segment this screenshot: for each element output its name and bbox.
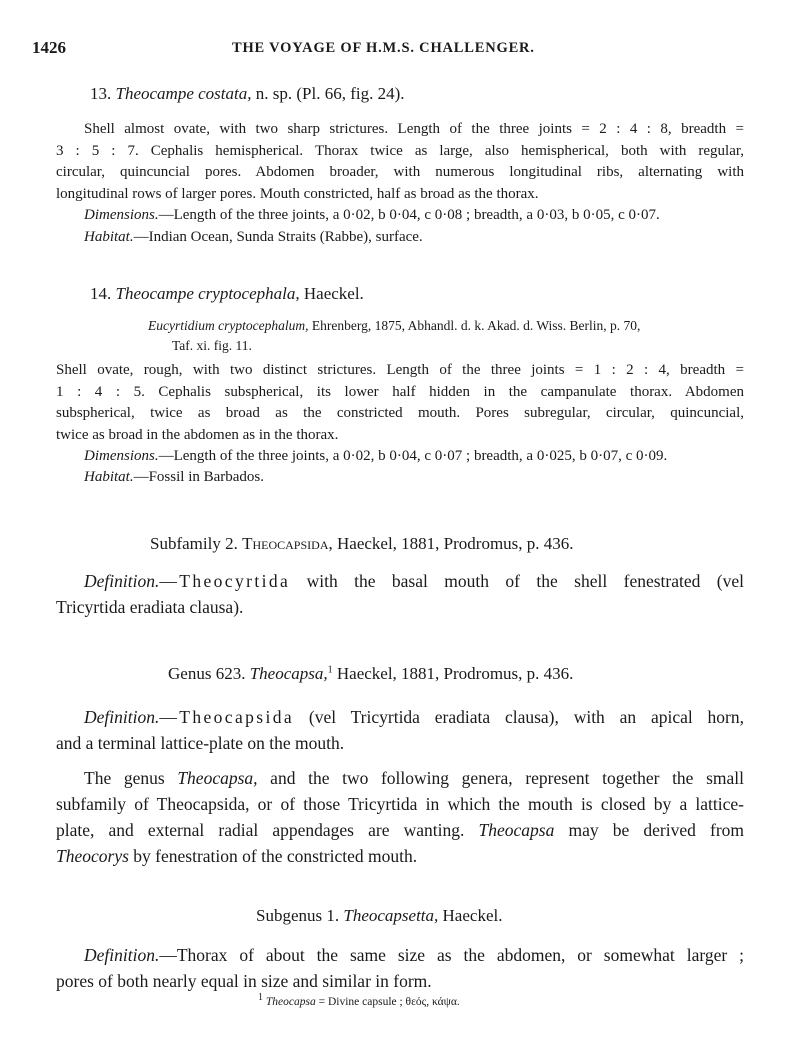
genus-paragraph — [56, 765, 744, 869]
running-title: THE VOYAGE OF H.M.S. CHALLENGER. — [232, 40, 535, 56]
genus-prefix: Genus 623. — [168, 664, 250, 683]
species-13-description — [56, 119, 744, 205]
description-line: Shell almost ovate, with two sharp strictures. Length of the three joints = 2 : 4 : 8, breadth = — [84, 121, 744, 137]
definition-text: (vel Tricyrtida eradiata clausa), with an apical horn, — [294, 707, 744, 727]
subgenus-definition — [56, 942, 744, 994]
subgenus-prefix: Subgenus 1. — [256, 906, 344, 925]
definition-label: Definition. — [84, 707, 160, 727]
taxon-name: Theocapsa, — [177, 768, 258, 788]
definition-line — [56, 568, 744, 594]
definition-label: Definition. — [84, 571, 160, 591]
genus-name: Theocapsa, — [249, 664, 328, 683]
habitat-label: Habitat. — [84, 469, 134, 485]
description-line: 3 : 5 : 7. Cephalis hemispherical. Thorax twice as large, also hemispherical, both with regular, — [56, 142, 744, 159]
habitat-label: Habitat. — [84, 229, 134, 245]
definition-text: —Thorax of about the same size as the abdomen, or somewhat larger ; — [159, 945, 744, 965]
species-14-heading — [90, 284, 364, 304]
synonym-name: Eucyrtidium cryptocephalum, — [148, 318, 309, 333]
genus-rest: Haeckel, 1881, Prodromus, p. 436. — [332, 664, 574, 683]
subfamily-heading — [150, 534, 574, 554]
subfamily-name: Theocapsida, — [242, 534, 333, 553]
definition-line — [56, 704, 744, 730]
genus-definition — [56, 704, 744, 756]
species-14-description — [56, 360, 744, 446]
species-13-heading — [90, 84, 404, 104]
page-number: 1426 — [32, 38, 66, 57]
subfamily-prefix: Subfamily 2. — [150, 534, 243, 553]
species-13-habitat — [84, 227, 423, 249]
synonym-reference: Ehrenberg, 1875, Abhandl. d. k. Akad. d. Wiss. Berlin, p. 70, — [308, 318, 641, 333]
subfamily-definition — [56, 568, 744, 620]
habitat-text: —Indian Ocean, Sunda Straits (Rabbe), surface. — [133, 229, 423, 245]
species-name: Theocampe cryptocephala, — [115, 284, 300, 303]
text-run: may be derived from — [554, 820, 745, 840]
subgenus-heading — [256, 906, 502, 926]
species-14-habitat — [84, 467, 264, 489]
dimensions-text: —Length of the three joints, a 0·02, b 0·04, c 0·07 ; breadth, a 0·025, b 0·07, c 0·09. — [158, 448, 668, 464]
paragraph-line — [56, 843, 744, 869]
species-14-synonym — [148, 316, 640, 356]
dimensions-label: Dimensions. — [84, 207, 159, 223]
dimensions-text: —Length of the three joints, a 0·02, b 0·04, c 0·08 ; breadth, a 0·03, b 0·05, c 0·07. — [158, 207, 660, 223]
footnote-text: = Divine capsule ; θεός, κάψα. — [315, 996, 460, 1008]
footnote — [258, 992, 460, 1008]
text-run: by fenestration of the constricted mouth. — [128, 846, 418, 866]
definition-term: —Theocapsida — [159, 707, 295, 727]
paragraph-line: subfamily of Theocapsida, or of those Tricyrtida in which the mouth is closed by a lattice- — [56, 794, 744, 814]
subfamily-rest: Haeckel, 1881, Prodromus, p. 436. — [332, 534, 574, 553]
description-line: circular, quincuncial pores. Abdomen broader, with numerous longitudinal ribs, alternating with — [56, 164, 744, 181]
subgenus-name: Theocapsetta, — [343, 906, 439, 925]
description-line: twice as broad in the abdomen as in the thorax. — [56, 426, 339, 443]
habitat-text: —Fossil in Barbados. — [133, 469, 265, 485]
subgenus-rest: Haeckel. — [438, 906, 503, 925]
species-heading-rest: n. sp. (Pl. 66, fig. 24). — [251, 84, 405, 103]
description-line: Shell ovate, rough, with two distinct strictures. Length of the three joints = 1 : 2 : 4, breadth = — [56, 362, 744, 378]
description-line: subspherical, twice as broad as the constricted mouth. Pores subregular, circular, quincuncial, — [56, 405, 744, 422]
species-number: 14. — [90, 284, 112, 303]
species-14-dimensions — [84, 446, 667, 468]
text-run: plate, and external radial appendages are wanting. — [56, 820, 479, 840]
definition-term: —Theocyrtida — [159, 571, 291, 591]
synonym-reference-cont: Taf. xi. fig. 11. — [172, 338, 252, 353]
taxon-name: Theocorys — [56, 846, 129, 866]
dimensions-label: Dimensions. — [84, 448, 159, 464]
taxon-name: Theocapsa — [478, 820, 555, 840]
description-line: longitudinal rows of larger pores. Mouth constricted, half as broad as the thorax. — [56, 185, 539, 202]
definition-text: with the basal mouth of the shell fenestrated (vel — [290, 571, 744, 591]
text-run: and the two following genera, represent together the small — [257, 768, 744, 788]
definition-line: pores of both nearly equal in size and similar in form. — [56, 971, 432, 991]
footnote-mark: 1 — [327, 664, 333, 676]
species-number: 13. — [90, 84, 112, 103]
definition-line — [56, 942, 744, 968]
species-name: Theocampe costata, — [115, 84, 252, 103]
text-run: The genus — [84, 768, 178, 788]
definition-line: and a terminal lattice-plate on the mouth. — [56, 733, 345, 753]
footnote-term: Theocapsa — [265, 996, 316, 1008]
genus-heading — [168, 664, 573, 684]
footnote-mark: 1 — [258, 992, 263, 1004]
species-heading-rest: Haeckel. — [299, 284, 364, 303]
definition-label: Definition. — [84, 945, 160, 965]
definition-line: Tricyrtida eradiata clausa). — [56, 597, 244, 617]
description-line: 1 : 4 : 5. Cephalis subspherical, its lower half hidden in the campanulate thorax. Abdomen — [56, 383, 744, 400]
paragraph-line — [56, 765, 744, 791]
paragraph-line — [56, 817, 744, 843]
species-13-dimensions — [84, 205, 660, 227]
